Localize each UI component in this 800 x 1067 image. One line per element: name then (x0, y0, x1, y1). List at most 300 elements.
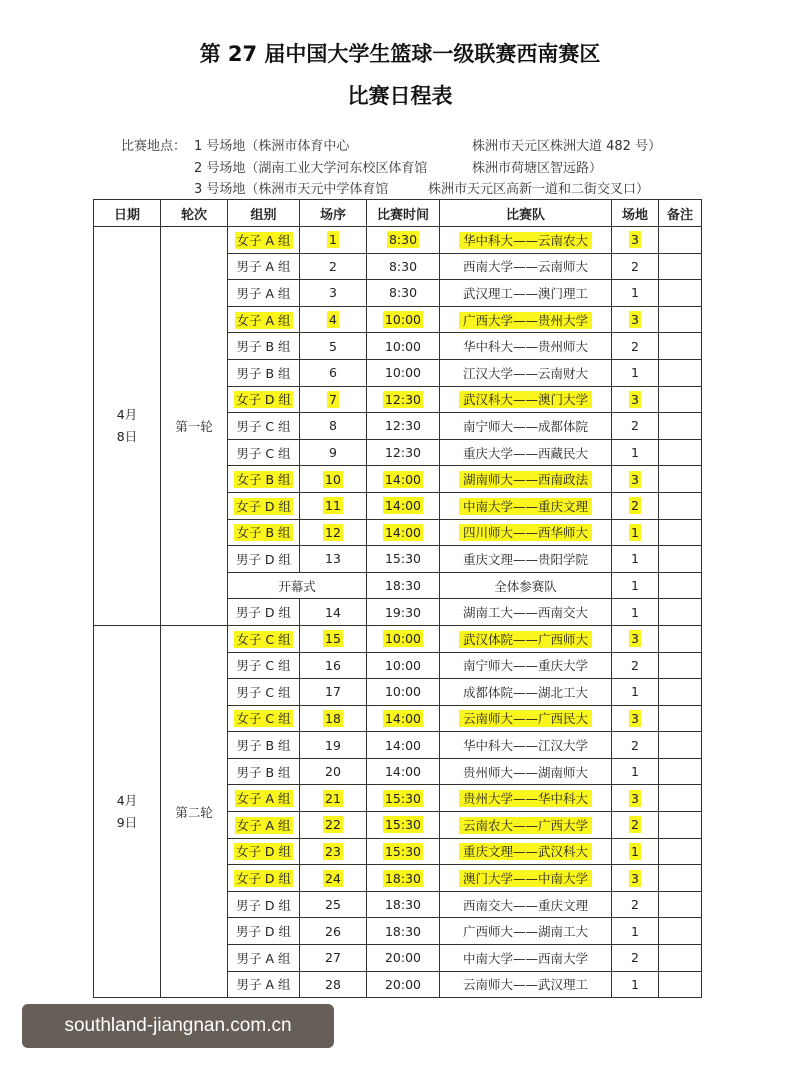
teams-cell (440, 359, 612, 386)
order-cell (300, 652, 367, 679)
time-cell-text: 14:00 (384, 764, 422, 780)
note-cell (659, 546, 702, 573)
group-cell-text: 男子 A 组 (236, 977, 291, 993)
group-cell (228, 945, 300, 972)
order-cell (300, 679, 367, 706)
teams-cell-text: 湖南师大——西南政法 (459, 471, 592, 488)
venue-3-address: 株洲市天元区高新一道和二街交叉口） (428, 182, 650, 197)
group-cell (228, 812, 300, 839)
venue-1-name: 1 号场地（株洲市体育中心 (194, 139, 350, 154)
time-cell (367, 359, 440, 386)
time-cell-text: 12:30 (384, 445, 422, 461)
teams-cell-text: 贵州师大——湖南师大 (462, 764, 588, 780)
teams-cell-text: 西南交大——重庆文理 (462, 897, 588, 913)
group-cell (228, 492, 300, 519)
time-cell (367, 572, 440, 599)
time-cell (367, 546, 440, 573)
venue-2-name: 2 号场地（湖南工业大学河东校区体育馆 (194, 161, 428, 176)
order-cell-text: 23 (325, 843, 341, 859)
time-cell (367, 413, 440, 440)
order-cell-text: 10 (325, 471, 341, 487)
order-cell-text: 12 (325, 524, 341, 540)
header-time: 比赛时间 (367, 200, 440, 227)
teams-cell-text: 江汉大学——云南财大 (462, 365, 588, 381)
venue-cell (612, 891, 659, 918)
teams-cell (440, 413, 612, 440)
time-cell (367, 333, 440, 360)
teams-cell (440, 945, 612, 972)
date-day: 9日 (116, 814, 138, 830)
date-day: 8日 (116, 428, 138, 444)
order-cell-text: 3 (329, 285, 337, 301)
time-cell-text: 19:30 (384, 604, 422, 620)
order-cell (300, 306, 367, 333)
group-cell (228, 439, 300, 466)
group-cell (228, 785, 300, 812)
order-cell (300, 413, 367, 440)
teams-cell (440, 625, 612, 652)
table-header-row (94, 200, 702, 227)
time-cell-text: 10:00 (384, 631, 422, 647)
schedule-table (93, 199, 702, 998)
note-cell (659, 333, 702, 360)
time-cell-text: 12:30 (384, 418, 422, 434)
time-cell (367, 945, 440, 972)
order-cell-text: 4 (329, 312, 337, 328)
group-cell (228, 891, 300, 918)
teams-cell-text: 广西大学——贵州大学 (459, 312, 592, 329)
round-label: 第二轮 (175, 804, 213, 820)
note-cell (659, 413, 702, 440)
note-cell (659, 599, 702, 626)
group-cell-text: 男子 A 组 (236, 285, 291, 301)
order-cell (300, 945, 367, 972)
time-cell-text: 14:00 (384, 498, 422, 514)
order-cell-text: 11 (325, 498, 341, 514)
time-cell (367, 519, 440, 546)
teams-cell (440, 838, 612, 865)
time-cell (367, 812, 440, 839)
time-cell (367, 758, 440, 785)
date-month: 4月 (116, 792, 138, 808)
group-cell (228, 838, 300, 865)
order-cell-text: 15 (325, 631, 341, 647)
teams-cell-text: 南宁师大——重庆大学 (462, 658, 588, 674)
note-cell (659, 519, 702, 546)
order-cell (300, 599, 367, 626)
time-cell-text: 12:30 (384, 391, 422, 407)
header-date: 日期 (94, 200, 161, 227)
venue-cell (612, 705, 659, 732)
note-cell (659, 945, 702, 972)
date-month: 4月 (116, 406, 138, 422)
venue-cell (612, 971, 659, 998)
teams-cell-text: 中南大学——重庆文理 (459, 498, 592, 515)
header-group: 组别 (228, 200, 300, 227)
time-cell (367, 439, 440, 466)
time-cell-text: 8:30 (388, 232, 418, 248)
order-cell (300, 705, 367, 732)
order-cell-text: 13 (325, 551, 341, 567)
venue-cell-text: 3 (631, 710, 639, 726)
time-cell (367, 492, 440, 519)
group-cell-text: 女子 C 组 (236, 711, 291, 727)
group-cell-text: 女子 A 组 (236, 791, 291, 807)
group-cell (228, 625, 300, 652)
teams-cell (440, 918, 612, 945)
time-cell-text: 10:00 (384, 338, 422, 354)
venue-cell-text: 2 (631, 418, 639, 434)
order-cell-text: 28 (325, 976, 341, 992)
venue-cell (612, 758, 659, 785)
teams-cell (440, 652, 612, 679)
teams-cell (440, 227, 612, 254)
order-cell-text: 7 (329, 391, 337, 407)
teams-cell (440, 386, 612, 413)
date-cell (94, 625, 161, 997)
venue-cell-text: 2 (631, 657, 639, 673)
teams-cell (440, 306, 612, 333)
venue-cell (612, 625, 659, 652)
note-cell (659, 466, 702, 493)
order-cell-text: 1 (329, 232, 337, 248)
group-cell-text: 女子 D 组 (235, 498, 292, 514)
teams-cell (440, 546, 612, 573)
order-cell (300, 227, 367, 254)
group-cell (228, 599, 300, 626)
venue-cell (612, 918, 659, 945)
venue-2-address: 株洲市荷塘区智远路） (472, 161, 603, 176)
group-cell-text: 男子 C 组 (236, 445, 291, 461)
teams-cell-text: 华中科大——江汉大学 (462, 738, 588, 754)
venue-cell-text: 1 (631, 551, 639, 567)
order-cell-text: 27 (325, 950, 341, 966)
note-cell (659, 785, 702, 812)
group-cell-text: 男子 B 组 (236, 738, 291, 754)
time-cell (367, 705, 440, 732)
venue-cell (612, 253, 659, 280)
teams-cell-text: 华中科大——云南农大 (459, 232, 592, 249)
order-cell-text: 2 (329, 258, 337, 274)
group-cell (228, 679, 300, 706)
venue-cell (612, 679, 659, 706)
venue-cell-text: 3 (631, 790, 639, 806)
group-cell (228, 466, 300, 493)
order-cell (300, 253, 367, 280)
time-cell (367, 625, 440, 652)
group-cell (228, 253, 300, 280)
order-cell (300, 546, 367, 573)
note-cell (659, 492, 702, 519)
teams-cell-text: 云南师大——广西民大 (459, 710, 592, 727)
teams-cell (440, 333, 612, 360)
teams-cell (440, 519, 612, 546)
venue-cell (612, 652, 659, 679)
note-cell (659, 865, 702, 892)
group-cell-text: 女子 A 组 (236, 232, 291, 248)
header-teams: 比赛队 (440, 200, 612, 227)
venue-cell-text: 1 (631, 684, 639, 700)
teams-cell (440, 253, 612, 280)
group-cell (228, 386, 300, 413)
time-cell-text: 20:00 (384, 976, 422, 992)
venue-cell (612, 306, 659, 333)
venue-cell-text: 2 (631, 817, 639, 833)
opening-ceremony-cell (228, 572, 367, 599)
order-cell (300, 838, 367, 865)
venue-cell (612, 812, 659, 839)
order-cell (300, 918, 367, 945)
header-round: 轮次 (161, 200, 228, 227)
venue-cell (612, 333, 659, 360)
order-cell-text: 14 (325, 604, 341, 620)
teams-cell (440, 599, 612, 626)
venue-cell-text: 2 (631, 258, 639, 274)
note-cell (659, 572, 702, 599)
time-cell-text: 14:00 (384, 737, 422, 753)
group-cell-text: 女子 D 组 (235, 844, 292, 860)
venue-cell-text: 1 (631, 764, 639, 780)
group-cell-text: 男子 D 组 (235, 924, 292, 940)
teams-cell (440, 705, 612, 732)
teams-cell (440, 679, 612, 706)
order-cell-text: 17 (325, 684, 341, 700)
group-cell-text: 女子 A 组 (236, 312, 291, 328)
order-cell-text: 9 (329, 445, 337, 461)
watermark: southland-jiangnan.com.cn (22, 1004, 334, 1048)
teams-cell-text: 南宁师大——成都体院 (462, 418, 588, 434)
venue-cell (612, 732, 659, 759)
note-cell (659, 306, 702, 333)
header-note: 备注 (659, 200, 702, 227)
teams-cell (440, 466, 612, 493)
time-cell-text: 15:30 (384, 843, 422, 859)
teams-cell-text: 澳门大学——中南大学 (459, 870, 592, 887)
group-cell (228, 705, 300, 732)
order-cell-text: 16 (325, 657, 341, 673)
teams-cell-text: 成都体院——湖北工大 (462, 684, 588, 700)
time-cell-text: 20:00 (384, 950, 422, 966)
order-cell (300, 359, 367, 386)
group-cell (228, 333, 300, 360)
note-cell (659, 280, 702, 307)
note-cell (659, 227, 702, 254)
venue-cell-text: 3 (631, 870, 639, 886)
teams-cell (440, 812, 612, 839)
venue-cell (612, 519, 659, 546)
venue-cell (612, 599, 659, 626)
time-cell (367, 971, 440, 998)
order-cell (300, 386, 367, 413)
order-cell (300, 466, 367, 493)
group-cell-text: 女子 C 组 (236, 631, 291, 647)
teams-cell-text: 四川师大——西华师大 (459, 524, 592, 541)
venue-cell-text: 1 (631, 445, 639, 461)
venue-cell (612, 413, 659, 440)
order-cell-text: 21 (325, 790, 341, 806)
time-cell-text: 15:30 (384, 790, 422, 806)
time-cell-text: 10:00 (384, 684, 422, 700)
group-cell-text: 男子 A 组 (236, 259, 291, 275)
venue-cell (612, 865, 659, 892)
time-cell (367, 386, 440, 413)
group-cell (228, 971, 300, 998)
header-order: 场序 (300, 200, 367, 227)
venue-cell-text: 1 (631, 923, 639, 939)
teams-cell (440, 758, 612, 785)
time-cell-text: 8:30 (388, 258, 418, 274)
document-subtitle: 比赛日程表 (347, 84, 453, 108)
time-cell (367, 732, 440, 759)
teams-cell-text: 武汉体院——广西师大 (459, 631, 592, 648)
teams-cell-text: 武汉科大——澳门大学 (459, 391, 592, 408)
time-cell-text: 18:30 (384, 897, 422, 913)
order-cell-text: 25 (325, 897, 341, 913)
order-cell (300, 625, 367, 652)
time-cell (367, 918, 440, 945)
order-cell (300, 758, 367, 785)
order-cell (300, 519, 367, 546)
group-cell-text: 女子 D 组 (235, 871, 292, 887)
order-cell-text: 18 (325, 710, 341, 726)
time-cell-text: 8:30 (388, 285, 418, 301)
group-cell (228, 652, 300, 679)
time-cell-text: 10:00 (384, 312, 422, 328)
time-cell-text: 18:30 (384, 578, 422, 594)
note-cell (659, 705, 702, 732)
venue-1-address: 株洲市天元区株洲大道 482 号） (472, 139, 662, 154)
group-cell-text: 男子 C 组 (236, 684, 291, 700)
teams-cell-text: 云南师大——武汉理工 (462, 977, 588, 993)
venue-cell-text: 2 (631, 338, 639, 354)
teams-cell (440, 572, 612, 599)
group-cell-text: 男子 C 组 (236, 658, 291, 674)
group-cell-text: 女子 A 组 (236, 817, 291, 833)
teams-cell (440, 280, 612, 307)
group-cell (228, 758, 300, 785)
venue-cell-text: 1 (631, 976, 639, 992)
order-cell (300, 732, 367, 759)
round-cell (161, 625, 228, 997)
order-cell-text: 6 (329, 365, 337, 381)
note-cell (659, 679, 702, 706)
venue-cell-text: 1 (631, 578, 639, 594)
time-cell (367, 891, 440, 918)
venue-cell-text: 3 (631, 631, 639, 647)
group-cell-text: 男子 B 组 (236, 764, 291, 780)
header-venue: 场地 (612, 200, 659, 227)
group-cell (228, 519, 300, 546)
teams-cell-text: 重庆大学——西藏民大 (462, 445, 588, 461)
time-cell (367, 599, 440, 626)
order-cell-text: 24 (325, 870, 341, 886)
group-cell-text: 男子 B 组 (236, 365, 291, 381)
note-cell (659, 386, 702, 413)
time-cell (367, 280, 440, 307)
time-cell-text: 10:00 (384, 365, 422, 381)
order-cell (300, 812, 367, 839)
note-cell (659, 971, 702, 998)
group-cell (228, 306, 300, 333)
note-cell (659, 891, 702, 918)
note-cell (659, 625, 702, 652)
teams-cell (440, 971, 612, 998)
group-cell (228, 227, 300, 254)
order-cell-text: 22 (325, 817, 341, 833)
order-cell (300, 971, 367, 998)
note-cell (659, 359, 702, 386)
teams-cell (440, 865, 612, 892)
note-cell (659, 758, 702, 785)
time-cell-text: 15:30 (384, 817, 422, 833)
group-cell (228, 732, 300, 759)
group-cell (228, 918, 300, 945)
time-cell-text: 10:00 (384, 657, 422, 673)
round-label: 第一轮 (175, 418, 213, 434)
teams-cell-text: 全体参赛队 (494, 578, 557, 594)
venue-cell (612, 572, 659, 599)
venue-cell-text: 2 (631, 498, 639, 514)
time-cell (367, 306, 440, 333)
order-cell-text: 26 (325, 923, 341, 939)
teams-cell (440, 439, 612, 466)
teams-cell-text: 华中科大——贵州师大 (462, 339, 588, 355)
round-cell (161, 227, 228, 626)
group-cell (228, 280, 300, 307)
venue-cell (612, 838, 659, 865)
group-cell-text: 男子 D 组 (235, 551, 292, 567)
order-cell-text: 19 (325, 737, 341, 753)
time-cell (367, 253, 440, 280)
note-cell (659, 812, 702, 839)
venue-cell (612, 945, 659, 972)
table-row (94, 625, 702, 652)
order-cell-text: 5 (329, 338, 337, 354)
venue-cell (612, 546, 659, 573)
order-cell (300, 439, 367, 466)
teams-cell-text: 重庆文理——贵阳学院 (462, 551, 588, 567)
time-cell-text: 14:00 (384, 471, 422, 487)
group-cell-text: 女子 B 组 (236, 472, 291, 488)
time-cell-text: 18:30 (384, 923, 422, 939)
teams-cell-text: 西南大学——云南师大 (462, 259, 588, 275)
group-cell (228, 359, 300, 386)
time-cell (367, 652, 440, 679)
venue-cell-text: 1 (631, 604, 639, 620)
time-cell-text: 18:30 (384, 870, 422, 886)
table-row (94, 227, 702, 254)
order-cell (300, 865, 367, 892)
document-title: 第 27 届中国大学生篮球一级联赛西南赛区 (199, 42, 601, 66)
venue-cell-text: 2 (631, 950, 639, 966)
teams-cell-text: 重庆文理——武汉科大 (459, 843, 592, 860)
order-cell (300, 333, 367, 360)
venue-cell (612, 280, 659, 307)
venue-cell-text: 1 (631, 524, 639, 540)
time-cell (367, 679, 440, 706)
teams-cell-text: 贵州大学——华中科大 (459, 790, 592, 807)
venue-cell-text: 3 (631, 471, 639, 487)
venue-cell (612, 466, 659, 493)
group-cell (228, 865, 300, 892)
group-cell-text: 男子 D 组 (235, 605, 292, 621)
group-cell-text: 男子 C 组 (236, 418, 291, 434)
venue-cell-text: 3 (631, 312, 639, 328)
group-cell-text: 女子 D 组 (235, 392, 292, 408)
group-cell-text: 男子 D 组 (235, 897, 292, 913)
time-cell-text: 14:00 (384, 524, 422, 540)
venue-cell (612, 386, 659, 413)
